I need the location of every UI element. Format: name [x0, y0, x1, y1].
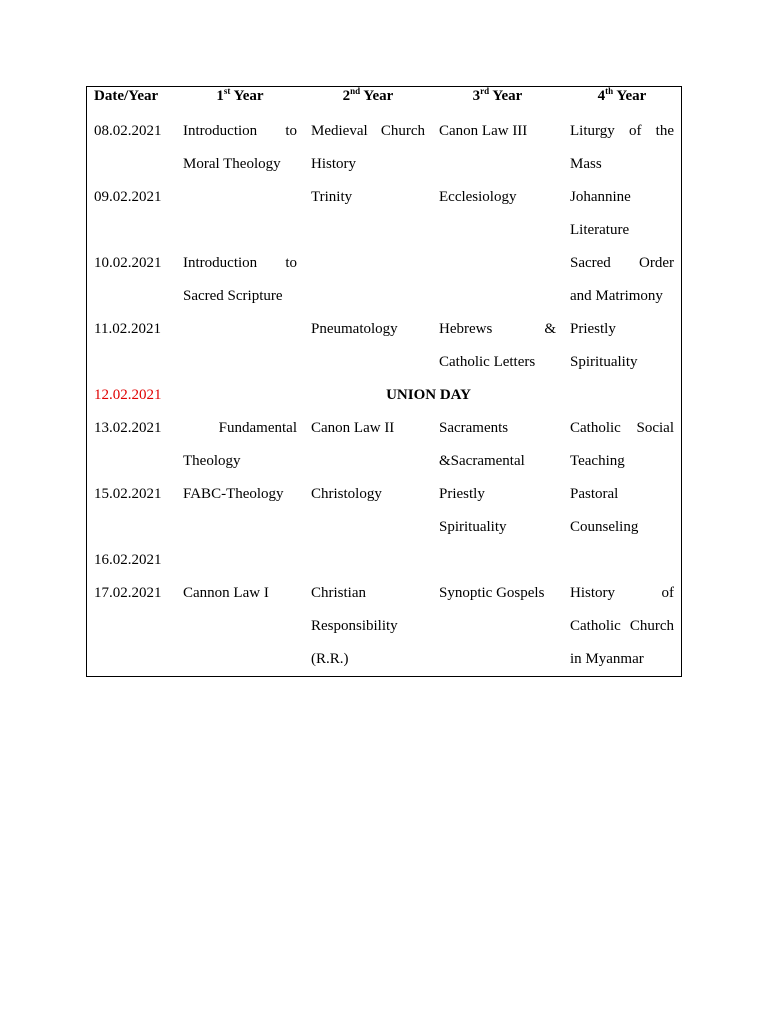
subject-line: Ecclesiology: [439, 189, 517, 205]
row-date: 13.02.2021: [94, 420, 162, 436]
subject-cell-year-4: [563, 181, 681, 247]
subject-line: Teaching: [570, 453, 625, 469]
subject-cell-year-2: [304, 181, 432, 247]
subject-line: Pastoral: [570, 486, 619, 502]
subject-line: Mass: [570, 156, 602, 172]
header-year-2: [304, 87, 432, 115]
subject-cell-year-3: [432, 313, 563, 379]
table-row: [87, 115, 681, 181]
subject-cell-year-1: [176, 313, 304, 379]
subject-line: Introduction to: [183, 123, 297, 139]
header-year-3-sup: rd: [480, 86, 490, 96]
row-date: 09.02.2021: [94, 189, 162, 205]
subject-line: (R.R.): [311, 651, 349, 667]
exam-schedule-table: [86, 86, 682, 677]
subject-line: Introduction to: [183, 255, 297, 271]
header-year-1: [176, 87, 304, 115]
subject-line: Liturgy of the: [570, 123, 674, 139]
subject-cell-year-4: [563, 577, 681, 676]
subject-cell-year-2: [304, 313, 432, 379]
header-year-4-word: Year: [613, 88, 647, 104]
table-row: [87, 379, 681, 412]
subject-line: Spirituality: [570, 354, 638, 370]
table-row: [87, 412, 681, 478]
subject-line: Pneumatology: [311, 321, 398, 337]
header-year-3-word: Year: [489, 88, 523, 104]
header-year-4-sup: th: [605, 86, 614, 96]
header-year-1-word: Year: [230, 88, 264, 104]
subject-line: Fundamental: [218, 420, 297, 436]
header-year-2-sup: nd: [350, 86, 361, 96]
row-date: 12.02.2021: [94, 387, 162, 403]
table-row: [87, 478, 681, 544]
subject-line: Cannon Law I: [183, 585, 269, 601]
subject-line: Catholic Church: [570, 618, 674, 634]
row-date: 08.02.2021: [94, 123, 162, 139]
subject-line: Responsibility: [311, 618, 398, 634]
subject-line: in Myanmar: [570, 651, 644, 667]
subject-cell-year-3: [432, 577, 563, 676]
subject-cell-year-3: [432, 544, 563, 577]
subject-line: Priestly: [570, 321, 616, 337]
header-year-3: [432, 87, 563, 115]
subject-line: Sacred Order: [570, 255, 674, 271]
table-row: [87, 247, 681, 313]
subject-cell-year-2: [304, 478, 432, 544]
subject-cell-year-1: [176, 544, 304, 577]
subject-line: Canon Law III: [439, 123, 528, 139]
union-day-label: UNION DAY: [386, 387, 471, 403]
subject-line: Christology: [311, 486, 382, 502]
subject-cell-year-2: [304, 412, 432, 478]
subject-line: Sacraments: [439, 420, 509, 436]
header-year-2-num: 2: [342, 88, 351, 104]
subject-cell-year-2: [304, 247, 432, 313]
subject-cell-year-3: [432, 478, 563, 544]
subject-line: Spirituality: [439, 519, 507, 535]
subject-cell-year-2: [304, 577, 432, 676]
subject-line: Catholic Letters: [439, 354, 536, 370]
subject-cell-year-4: [563, 115, 681, 181]
subject-line: &Sacramental: [439, 453, 525, 469]
subject-cell-year-3: [432, 247, 563, 313]
header-date-year: [87, 87, 176, 115]
subject-line: History of: [570, 585, 674, 601]
header-year-4: [563, 87, 681, 115]
subject-cell-year-4: [563, 412, 681, 478]
row-date: 10.02.2021: [94, 255, 162, 271]
row-date: 15.02.2021: [94, 486, 162, 502]
subject-line: Literature: [570, 222, 630, 238]
subject-cell-year-1: [176, 412, 304, 478]
subject-line: Synoptic Gospels: [439, 585, 545, 601]
subject-cell-year-4: [563, 313, 681, 379]
subject-line: Priestly: [439, 486, 485, 502]
table-row: [87, 313, 681, 379]
subject-cell-year-3: [432, 115, 563, 181]
subject-line: Hebrews &: [439, 321, 556, 337]
subject-cell-year-4: [563, 478, 681, 544]
subject-cell-year-4: [563, 544, 681, 577]
table-row: [87, 577, 681, 676]
subject-line: Catholic Social: [570, 420, 674, 436]
table-header-row: [87, 87, 681, 115]
subject-cell-year-3: [432, 412, 563, 478]
subject-cell-year-1: [176, 577, 304, 676]
header-year-3-num: 3: [472, 88, 481, 104]
subject-cell-year-3: [432, 181, 563, 247]
subject-line: Counseling: [570, 519, 639, 535]
subject-cell-year-1: [176, 115, 304, 181]
subject-line: Johannine: [570, 189, 631, 205]
header-year-4-num: 4: [597, 88, 606, 104]
header-year-1-sup: st: [223, 86, 231, 96]
subject-cell-year-2: [304, 544, 432, 577]
subject-line: and Matrimony: [570, 288, 663, 304]
subject-cell-year-1: [176, 247, 304, 313]
table-body: [87, 115, 681, 676]
subject-line: FABC-Theology: [183, 486, 284, 502]
subject-line: Trinity: [311, 189, 353, 205]
subject-line: Theology: [183, 453, 241, 469]
subject-cell-year-1: [176, 181, 304, 247]
subject-line: Sacred Scripture: [183, 288, 283, 304]
header-year-1-num: 1: [216, 88, 224, 104]
table-row: [87, 181, 681, 247]
subject-cell-year-4: [563, 247, 681, 313]
subject-line: Christian: [311, 585, 366, 601]
subject-line: Moral Theology: [183, 156, 281, 172]
subject-cell-year-1: [176, 478, 304, 544]
row-date: 17.02.2021: [94, 585, 162, 601]
subject-cell-year-2: [304, 115, 432, 181]
header-year-2-word: Year: [360, 88, 394, 104]
subject-line: Medieval Church: [311, 123, 425, 139]
subject-line: Canon Law II: [311, 420, 395, 436]
row-date: 11.02.2021: [94, 321, 161, 337]
header-date-year-label: Date/Year: [94, 88, 159, 104]
table-row: [87, 544, 681, 577]
row-date: 16.02.2021: [94, 552, 162, 568]
subject-line: History: [311, 156, 356, 172]
